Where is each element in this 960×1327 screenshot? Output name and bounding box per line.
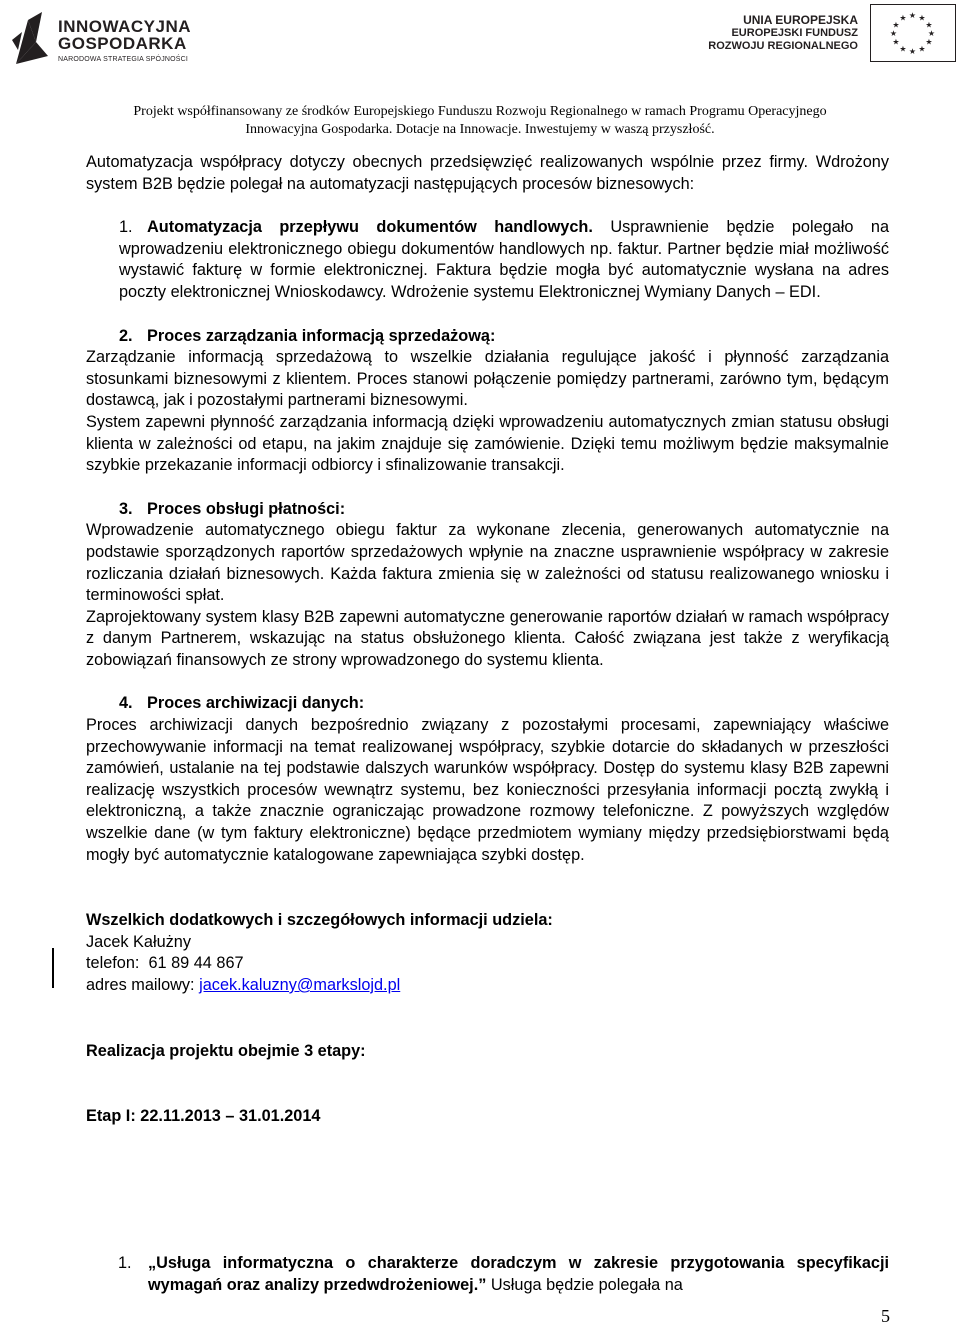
stage-1-label: Etap I: 22.11.2013 – 31.01.2014 [86, 1107, 321, 1126]
stage-1-item-1-number: 1. [118, 1254, 132, 1272]
process-2-paragraph-2: System zapewni płynność zarządzania informacją dzięki wprowadzeniu automatycznych zmian statusu obsługi klienta w zależności od etapu, na jakim znajduje się zamówienie. Dzięki temu możliwym będzie maksymalnie szybkie przekazanie informacji odbiorcy i sfinalizowanie transakcji. [86, 412, 889, 475]
process-4 [86, 693, 889, 866]
page-number: 5 [881, 1306, 890, 1326]
svg-text:★: ★ [899, 44, 907, 54]
svg-text:★: ★ [925, 37, 933, 47]
eu-fund-wordmark: UNIA EUROPEJSKA EUROPEJSKI FUNDUSZ ROZWOJU REGIONALNEGO [708, 13, 858, 52]
svg-text:★: ★ [918, 44, 926, 54]
contact-phone-label: telefon: [86, 954, 140, 973]
cofinancing-note [0, 103, 960, 139]
contact-heading: Wszelkich dodatkowych i szczegółowych informacji udziela: [86, 911, 553, 930]
process-1 [86, 217, 889, 303]
page-header [0, 0, 960, 140]
svg-text:★: ★ [908, 11, 917, 20]
contact-email-line [86, 975, 889, 997]
process-2-number: 2. [119, 326, 133, 345]
cofinancing-note-line-2: Innowacyjna Gospodarka. Dotacje na Innowacje. Inwestujemy w waszą przyszłość. [245, 122, 715, 137]
eu-stars-icon [871, 5, 954, 60]
cofinancing-note-line-1: Projekt współfinansowany ze środków Europejskiego Funduszu Rozwoju Regionalnego w ramach Programu Operacyjnego [133, 104, 827, 119]
document-body [86, 152, 889, 1128]
contact-email-label: adres mailowy: [86, 976, 195, 994]
contact-name: Jacek Kałużny [86, 932, 191, 951]
process-2-title: Proces zarządzania informacją sprzedażową: [147, 326, 496, 345]
process-4-heading [86, 693, 889, 715]
svg-text:★: ★ [925, 20, 933, 30]
svg-text:★: ★ [889, 29, 898, 38]
process-1-title: Automatyzacja przepływu dokumentów handlowych. [147, 218, 593, 237]
stage-1-item-1 [118, 1252, 889, 1296]
contact-section [86, 910, 889, 996]
stage-1-item-1-text: Usługa będzie polegała na [486, 1276, 683, 1294]
stage-1-item-1-title: „Usługa informatyczna o charakterze doradczym w zakresie przygotowania specyfikacji wymagań oraz analizy przedwdrożeniowej.” [148, 1254, 889, 1294]
innowacyjna-gospodarka-logo [8, 10, 198, 66]
svg-text:★: ★ [927, 29, 936, 38]
intro-paragraph: Automatyzacja współpracy dotyczy obecnych przedsięwzięć realizowanych wspólnie przez firmy. Wdrożony system B2B będzie polegał na automatyzacji następujących procesów biznesowych: [86, 153, 889, 193]
process-3 [86, 499, 889, 672]
contact-phone-line [86, 953, 889, 975]
svg-text:★: ★ [918, 13, 926, 23]
revision-change-bar [52, 948, 54, 988]
svg-text:★: ★ [892, 20, 900, 30]
process-2-heading [86, 326, 889, 348]
svg-text:★: ★ [892, 37, 900, 47]
svg-text:★: ★ [908, 47, 917, 56]
contact-phone: 61 89 44 867 [148, 954, 244, 973]
process-4-paragraph-1: Proces archiwizacji danych bezpośrednio związany z pozostałymi procesami, zapewniający właściwe przechowywanie informacji na temat realizowanej współpracy, szybkie dotarcie do składanych w przeszłości zamówień, ustalanie na tej podstawie dalszych warunków współpracy. Dostęp do systemu klasy B2B zapewni realizację wszystkich procesów wewnątrz systemu, bez konieczności przesyłania informacji pocztą zwykłą i elektroniczną, a także znacznie ograniczając prowadzone rozmowy telefoniczne. Z powyższych względów wszelkie dane (w tym faktury elektroniczne) będące przedmiotem wymiany między przedsiębiorstwami będą mogły być automatycznie katalogowane zapewniająca szybki dostęp. [86, 716, 889, 864]
contact-email-link[interactable]: jacek.kaluzny@markslojd.pl [199, 976, 401, 994]
process-3-heading [86, 499, 889, 521]
process-3-number: 3. [119, 499, 133, 518]
process-3-title: Proces obsługi płatności: [147, 499, 346, 518]
process-3-paragraph-2: Zaprojektowany system klasy B2B zapewni automatyczne generowanie raportów działań w ramach współpracy z danym Partnerem, wskazując na status obsłużonego klienta. Całość związana jest także z weryfikacją zobowiązań finansowych ze strony wprowadzonego do systemu klienta. [86, 607, 889, 669]
process-1-text: Usprawnienie będzie polegało na wprowadzeniu elektronicznego obiegu dokumentów handlowych np. faktur. Partner będzie miał możliwość wystawić fakturę w formie elektronicznej. Faktura będzie mogła być automatycznie wysłana na adres poczty elektronicznej Wnioskodawcy. Wdrożenie systemu Elektronicznej Wymiany Danych – EDI. [119, 218, 889, 301]
innowacyjna-gospodarka-wordmark: INNOWACYJNA GOSPODARKA [58, 17, 192, 53]
process-4-title: Proces archiwizacji danych: [147, 694, 365, 713]
process-2-paragraph-1: Zarządzanie informacją sprzedażową to wszelkie działania regulujące jakość i płynność zarządzania stosunkami biznesowymi z klientem. Proces stanowi połączenie pomiędzy partnerami, zarówno tym, będącym dostawcą, jak i pozostałymi partnerami biznesowymi. [86, 348, 889, 410]
process-3-paragraph-1: Wprowadzenie automatycznego obiegu faktur za wykonane zlecenia, generowanych automatycznie na podstawie sporządzonych raportów sprzedażowych wpłynie na znaczne usprawnienie współpracy w zakresie rozliczania działań biznesowych. Każda faktura zmienia się w zależności od statusu realizowanego wniosku i terminowości spłat. [86, 521, 889, 605]
innowacyjna-gospodarka-emblem-icon [8, 10, 52, 66]
process-2 [86, 326, 889, 477]
stage-1-list [118, 1252, 889, 1296]
eu-flag-icon [870, 4, 956, 62]
eu-fund-logo [708, 4, 956, 66]
svg-text:★: ★ [899, 13, 907, 23]
process-1-number: 1. [119, 218, 133, 237]
innowacyjna-gospodarka-subtitle: NARODOWA STRATEGIA SPÓJNOŚCI [58, 56, 189, 63]
stages-heading: Realizacja projektu obejmie 3 etapy: [86, 1041, 366, 1060]
process-4-number: 4. [119, 694, 133, 713]
